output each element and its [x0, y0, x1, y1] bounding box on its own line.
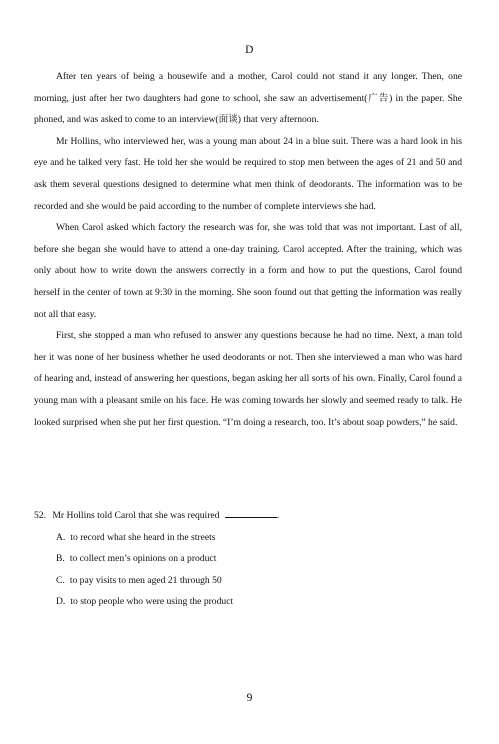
passage-paragraph: After ten years of being a housewife and a mother, Carol could not stand it any longer. Then, one morning, just after her two daughters had gone to school, she saw an advertisement(广告) in the paper. She phoned, and was asked to come to an interview(面谈) that very afternoon. — [34, 71, 462, 126]
question-text: Mr Hollins told Carol that she was required — [52, 510, 220, 521]
question-end-punctuation: . — [276, 510, 280, 521]
option-letter: B. — [56, 553, 65, 565]
option-text: to pay visits to men aged 21 through 50 — [69, 574, 222, 586]
passage-paragraph: Mr Hollins, who interviewed her, was a young man about 24 in a blue suit. There was a hard look in his eye and he talked very fast. He told her she would be required to stop men between the ages of 21 and 50 and ask them several questions designed to determine what men think of deodorants. The information was to be recorded and she would be paid according to the number of complete interviews she had. — [34, 135, 462, 212]
option-letter: D. — [56, 596, 66, 608]
option-letter: A. — [56, 531, 66, 543]
question-52 — [34, 505, 462, 613]
option-a[interactable] — [34, 527, 462, 549]
page-number: 9 — [246, 692, 253, 704]
option-b[interactable] — [34, 548, 462, 570]
answer-blank — [225, 507, 277, 518]
question-number: 52. — [34, 510, 46, 521]
option-c[interactable] — [34, 570, 462, 592]
option-letter: C. — [56, 574, 65, 586]
option-d[interactable] — [34, 591, 462, 613]
section-heading: D — [245, 44, 254, 56]
reading-passage — [34, 66, 462, 433]
answer-options — [34, 527, 462, 613]
option-text: to collect men’s opinions on a product — [69, 553, 217, 565]
passage-paragraph: When Carol asked which factory the research was for, she was told that was not important. Last of all, before she began she would have to attend a one-day training. Carol accepted. After the training, which was only about how to write down the answers correctly in a form and how to put the questions, Carol found herself in the center of town at 9:30 in the morning. She soon found out that getting the information was really not all that easy. — [34, 222, 462, 320]
passage-paragraph: First, she stopped a man who refused to answer any questions because he had no time. Next, a man told her it was none of her business whether he used deodorants or not. Then she interviewed a man who was hard of hearing and, instead of answering her questions, began asking her all sorts of his own. Finally, Carol found a young man with a pleasant smile on his face. He was coming towards her slowly and seemed ready to talk. He looked surprised when she put her first question. “I’m doing a research, too. It’s about soap powders,” he said. — [34, 330, 462, 428]
option-text: to stop people who were using the product — [70, 596, 234, 608]
question-stem — [34, 505, 462, 527]
option-text: to record what she heard in the streets — [70, 531, 216, 543]
